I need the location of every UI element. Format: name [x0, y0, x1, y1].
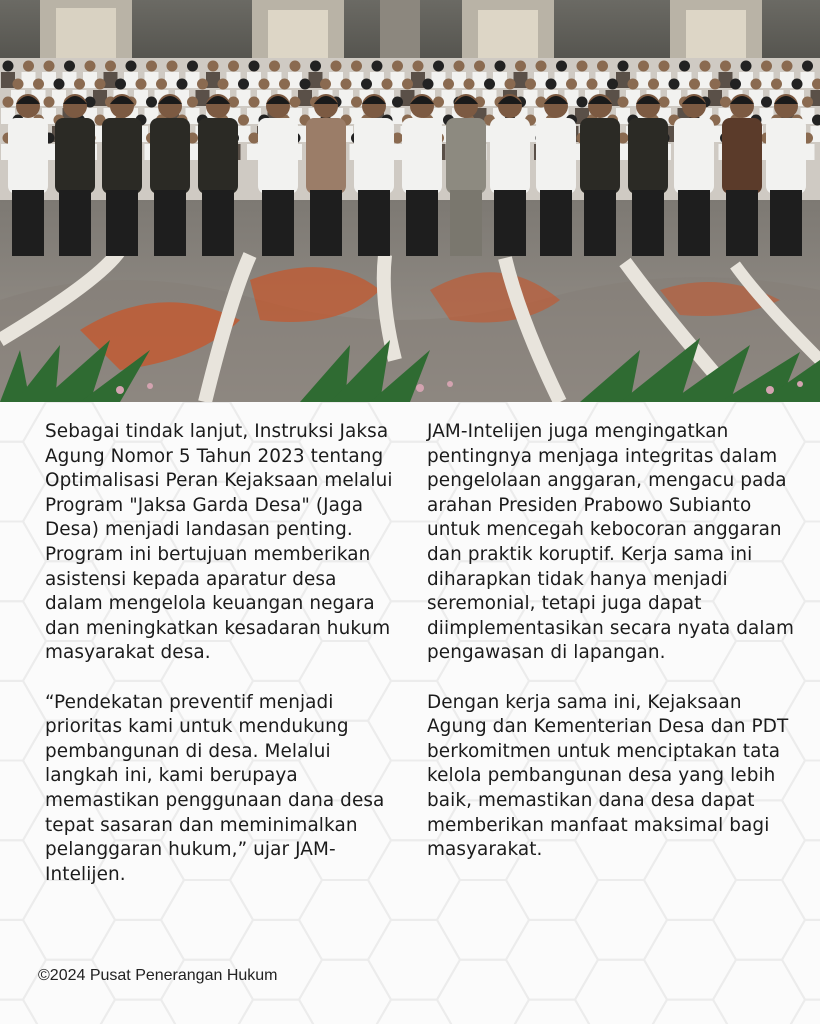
- paragraph-left-2: “Pendekatan preventif menjadi prioritas kami untuk mendukung pembangunan di desa. Melalui langkah ini, kami berupaya memastikan penggunaan dana desa tepat sasaran dan meminimalkan pelanggaran hukum,” ujar JAM-Intelijen.: [45, 691, 385, 885]
- event-group-photo: [0, 0, 820, 402]
- group-photo-icon: [0, 0, 820, 402]
- article-right-column: [427, 420, 799, 887]
- paragraph-left-1: Sebagai tindak lanjut, Instruksi Jaksa Agung Nomor 5 Tahun 2023 tentang Optimalisasi Peran Kejaksaan melalui Program "Jaksa Garda Desa" (Jaga Desa) menjadi landasan penting. Program ini bertujuan memberikan asistensi kepada aparatur desa dalam mengelola keuangan negara dan meningkatkan kesadaran hukum masyarakat desa.: [45, 421, 393, 664]
- paragraph-right-2: Dengan kerja sama ini, Kejaksaan Agung dan Kementerian Desa dan PDT berkomitmen untuk menciptakan tata kelola pembangunan desa yang lebih baik, memastikan dana desa dapat memberikan manfaat maksimal bagi masyarakat.: [427, 691, 789, 861]
- copyright-footer: ©2024 Pusat Penerangan Hukum: [38, 967, 278, 984]
- paragraph-right-1: JAM-Intelijen juga mengingatkan pentingnya menjaga integritas dalam pengelolaan anggaran, mengacu pada arahan Presiden Prabowo Subianto untuk mencegah kebocoran anggaran dan praktik koruptif. Kerja sama ini diharapkan tidak hanya menjadi seremonial, tetapi juga dapat diimplementasikan secara nyata dalam pengawasan di lapangan.: [427, 421, 794, 664]
- article-text-area: [0, 402, 820, 1024]
- article-left-column: [45, 420, 400, 912]
